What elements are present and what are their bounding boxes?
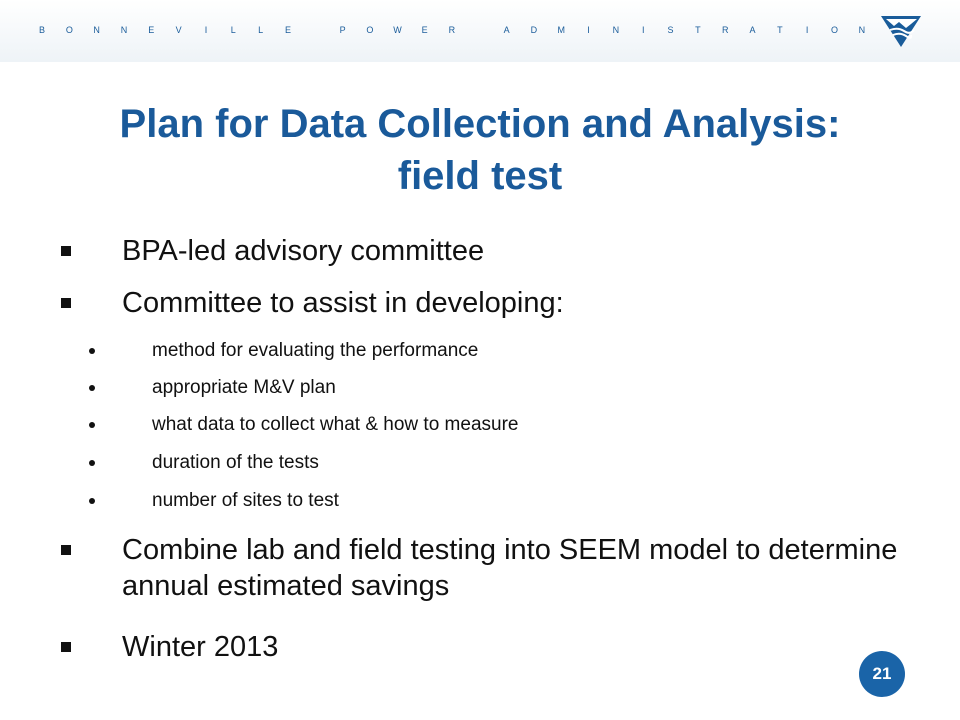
sub-bullet-text: what data to collect what & how to measure (152, 414, 519, 435)
org-letter: I (641, 25, 645, 35)
org-letter: E (421, 25, 428, 35)
slide-title-line-1: Plan for Data Collection and Analysis: (119, 102, 841, 146)
org-letter: T (777, 25, 783, 35)
org-letter: P (339, 25, 346, 35)
bullet-text: Committee to assist in developing: (122, 287, 564, 319)
org-letter: L (258, 25, 264, 35)
sub-bullet-text: number of sites to test (152, 490, 339, 511)
org-letter: D (530, 25, 538, 35)
org-letter: T (695, 25, 701, 35)
bullet-text: Combine lab and field testing into SEEM model to determine annual estimated savings (122, 534, 898, 602)
org-letter: I (204, 25, 208, 35)
org-letter: I (587, 25, 590, 35)
org-letter: R (721, 25, 729, 35)
round-bullet-icon (89, 348, 95, 354)
org-letter: L (230, 25, 236, 35)
round-bullet-icon (89, 385, 95, 391)
sub-bullet-text: duration of the tests (152, 452, 319, 473)
org-letter: M (557, 25, 565, 35)
org-letter: B (38, 25, 45, 35)
slide-title-line-2: field test (397, 154, 563, 198)
org-letter: E (148, 25, 155, 35)
org-letter: N (93, 25, 100, 35)
bullet-text: Winter 2013 (122, 631, 279, 663)
sub-bullet-text: method for evaluating the performance (152, 340, 479, 361)
org-letter: A (503, 25, 510, 35)
org-letter: A (749, 25, 756, 35)
org-letter: N (612, 25, 620, 35)
square-bullet-icon (61, 545, 71, 555)
org-letter: O (831, 25, 839, 35)
sub-bullet-text: appropriate M&V plan (152, 377, 336, 398)
org-letter: E (284, 25, 291, 35)
round-bullet-icon (89, 422, 95, 428)
round-bullet-icon (89, 498, 95, 504)
org-letter: V (175, 25, 182, 35)
org-letter: W (393, 25, 402, 35)
square-bullet-icon (61, 642, 71, 652)
square-bullet-icon (61, 246, 71, 256)
org-letter: N (120, 25, 128, 35)
org-letter: I (805, 25, 809, 35)
bullet-text: BPA-led advisory committee (122, 235, 485, 267)
square-bullet-icon (61, 298, 71, 308)
org-letter: S (667, 25, 674, 35)
org-letter: O (366, 25, 374, 35)
org-letter: R (448, 25, 456, 35)
page-number-badge: 21 (859, 651, 905, 697)
org-letter: N (858, 25, 866, 35)
org-letter: O (65, 25, 73, 35)
round-bullet-icon (89, 460, 95, 466)
